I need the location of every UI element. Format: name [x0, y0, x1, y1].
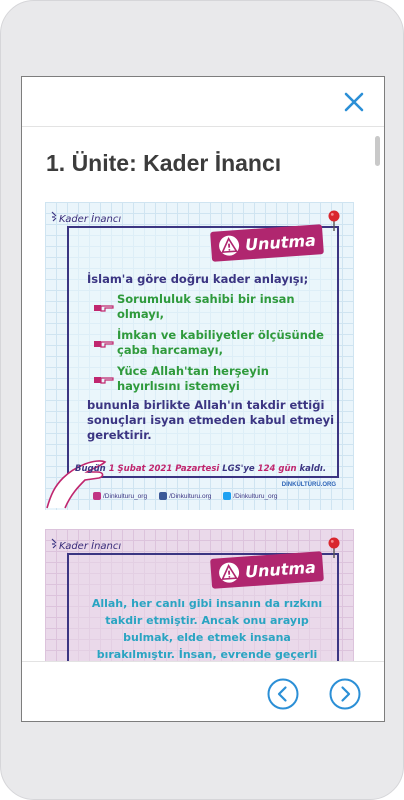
- card-body-text: Allah, her canlı gibi insanın da rızkını takdir etmiştir. Ancak onu arayıp bulmak, elde etmek insana bırakılmıştır. İnsan, evrende geçerli: [91, 597, 323, 661]
- brand-label: DİNKÜLTÜRÜ.ORG: [281, 482, 336, 488]
- instagram-icon: [93, 492, 101, 500]
- warning-icon: [217, 561, 240, 584]
- countdown-suffix: kaldı.: [299, 464, 327, 474]
- banner-label: Unutma: [244, 557, 317, 582]
- modal-footer: [22, 661, 384, 721]
- chevron-right-circle-icon[interactable]: [329, 678, 361, 710]
- infographic-card: [45, 202, 354, 510]
- facebook-handle: /Dinkulturu.org: [169, 492, 212, 500]
- card-topic-label: Kader İnancı: [59, 541, 122, 552]
- warning-icon: [217, 234, 240, 257]
- close-icon[interactable]: [342, 90, 366, 114]
- twitter-handle: /Dinkulturu_org: [233, 492, 278, 500]
- list-item-text: Yüce Allah'tan herşeyin hayırlısını istemeyi: [117, 364, 269, 393]
- modal-window: [21, 76, 385, 722]
- facebook-icon: [159, 492, 167, 500]
- unutma-banner: [210, 551, 324, 589]
- modal-content[interactable]: [22, 128, 384, 662]
- twitter-icon: [223, 492, 231, 500]
- countdown-middle: LGS'ye: [222, 464, 255, 474]
- unutma-banner: [210, 224, 324, 262]
- bullet-list: [93, 292, 333, 400]
- social-links: [93, 492, 277, 500]
- chevron-left-circle-icon[interactable]: [267, 678, 299, 710]
- facebook-link: [159, 492, 211, 500]
- infographic-card: [45, 529, 354, 669]
- card-heading: İslam'a göre doğru kader anlayışı;: [87, 272, 309, 286]
- pointing-hand-icon: [93, 294, 117, 322]
- list-item: [93, 292, 333, 322]
- instagram-handle: /Dinkulturu_org: [103, 492, 148, 500]
- list-item-text: İmkan ve kabiliyetler ölçüsünde çaba harcamayı,: [117, 328, 324, 357]
- page-title: 1. Ünite: Kader İnancı: [46, 150, 282, 176]
- countdown-date: 1 Şubat 2021 Pazartesi: [108, 464, 220, 474]
- countdown-prefix: Bugün: [75, 464, 106, 474]
- instagram-link: [93, 492, 147, 500]
- pushpin-icon: [327, 537, 341, 559]
- list-item: [93, 364, 333, 394]
- modal-header: [22, 77, 384, 127]
- scrollbar-thumb[interactable]: [375, 136, 380, 166]
- banner-label: Unutma: [244, 230, 317, 255]
- countdown-text: [75, 464, 341, 474]
- card-body-text: bununla birlikte Allah'ın takdir ettiği sonuçları isyan etmeden kabul etmeyi gerektirir.: [87, 398, 335, 442]
- pushpin-icon: [327, 210, 341, 232]
- twitter-link: [223, 492, 277, 500]
- list-item-text: Sorumluluk sahibi bir insan olmayı,: [117, 292, 295, 321]
- pointing-hand-icon: [93, 366, 117, 394]
- list-item: [93, 328, 333, 358]
- pointing-hand-icon: [93, 330, 117, 358]
- card-topic-label: Kader İnancı: [59, 214, 122, 225]
- countdown-days: 124 gün: [257, 464, 297, 474]
